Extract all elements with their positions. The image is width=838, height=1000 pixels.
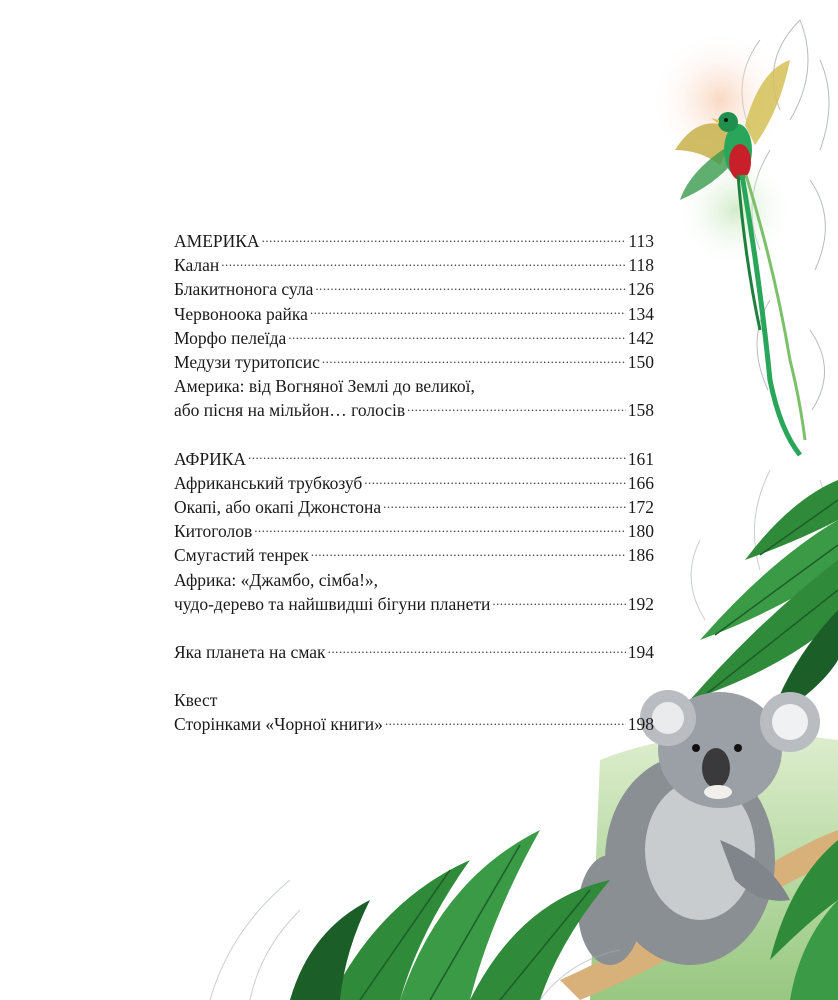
toc-entry[interactable] — [174, 277, 654, 301]
toc-page-number: 150 — [627, 352, 654, 373]
toc-entry-line: Квест — [174, 690, 218, 711]
toc-dot-leader — [407, 399, 626, 417]
toc-entry-title: АМЕРИКА — [174, 231, 260, 251]
toc-dot-leader — [385, 713, 626, 731]
toc-page-number: 192 — [627, 593, 654, 614]
toc-entry[interactable] — [174, 398, 654, 422]
toc-entry[interactable] — [174, 543, 654, 567]
toc-dot-leader — [310, 302, 626, 320]
toc-dot-leader — [383, 496, 626, 514]
toc-entry-title: Яка планета на смак — [174, 642, 326, 663]
toc-page-number: 161 — [627, 448, 654, 469]
toc-entry-line: Африка: «Джамбо, сімба!», — [174, 569, 379, 590]
section-gap — [174, 616, 654, 640]
toc-page-number: 126 — [627, 279, 654, 300]
toc-entry-title: Блакитнонога сула — [174, 279, 314, 300]
toc-page-number: 134 — [627, 303, 654, 324]
toc-page-number: 113 — [628, 231, 654, 251]
toc-page-number: 194 — [627, 642, 654, 663]
toc-entry-title: АФРИКА — [174, 448, 247, 469]
toc-page-number: 180 — [627, 521, 654, 542]
toc-entry[interactable] — [174, 712, 654, 736]
toc-page-number: 186 — [627, 545, 654, 566]
toc-entry[interactable] — [174, 229, 654, 253]
toc-dot-leader — [328, 641, 626, 659]
toc-page-number: 198 — [627, 714, 654, 735]
toc-dot-leader — [322, 351, 626, 369]
toc-dot-leader — [262, 230, 627, 248]
toc-entry-title: чудо-дерево та найшвидші бігуни планети — [174, 593, 491, 614]
toc-entry[interactable] — [174, 350, 654, 374]
toc-dot-leader — [492, 592, 625, 610]
toc-entry[interactable] — [174, 253, 654, 277]
toc-entry-title: Сторінками «Чорної книги» — [174, 714, 383, 735]
toc-page-number: 158 — [627, 400, 654, 421]
toc-entry[interactable] — [174, 471, 654, 495]
toc-entry[interactable] — [174, 495, 654, 519]
toc-entry-title: Морфо пелеїда — [174, 327, 287, 348]
toc-page-number: 172 — [627, 497, 654, 518]
toc-entry-title: Калан — [174, 255, 220, 276]
toc-entry-title: Окапі, або окапі Джонстона — [174, 497, 382, 518]
toc-entry[interactable] — [174, 447, 654, 471]
section-gap — [174, 423, 654, 447]
toc-entry[interactable] — [174, 640, 654, 664]
section-gap — [174, 664, 654, 688]
toc-page-number: 142 — [627, 327, 654, 348]
toc-entry-title: Червоноока райка — [174, 303, 308, 324]
toc-entry[interactable] — [174, 326, 654, 350]
toc-dot-leader — [315, 278, 625, 296]
toc-dot-leader — [311, 544, 626, 562]
jungle-leaves-bottom-icon — [210, 830, 620, 1000]
toc-dot-leader — [254, 520, 626, 538]
toc-entry-title: Африканський трубкозуб — [174, 472, 363, 493]
toc-dot-leader — [364, 471, 625, 489]
toc-entry[interactable] — [174, 592, 654, 616]
toc-entry-title: або пісня на мільйон… голосів — [174, 400, 406, 421]
toc-entry[interactable] — [174, 302, 654, 326]
toc-dot-leader — [221, 254, 626, 272]
toc-entry-title: Китоголов — [174, 521, 253, 542]
toc-entry[interactable] — [174, 519, 654, 543]
palm-leaves-icon — [690, 480, 838, 720]
table-of-contents — [174, 229, 654, 737]
toc-page-number: 118 — [628, 255, 654, 276]
toc-entry-title: Медузи туритопсис — [174, 352, 320, 373]
toc-dot-leader — [248, 447, 626, 465]
toc-page-number: 166 — [627, 472, 654, 493]
toc-entry-title: Смугастий тенрек — [174, 545, 309, 566]
toc-dot-leader — [288, 326, 625, 344]
toc-entry-line: Америка: від Вогняної Землі до великої, — [174, 376, 475, 397]
